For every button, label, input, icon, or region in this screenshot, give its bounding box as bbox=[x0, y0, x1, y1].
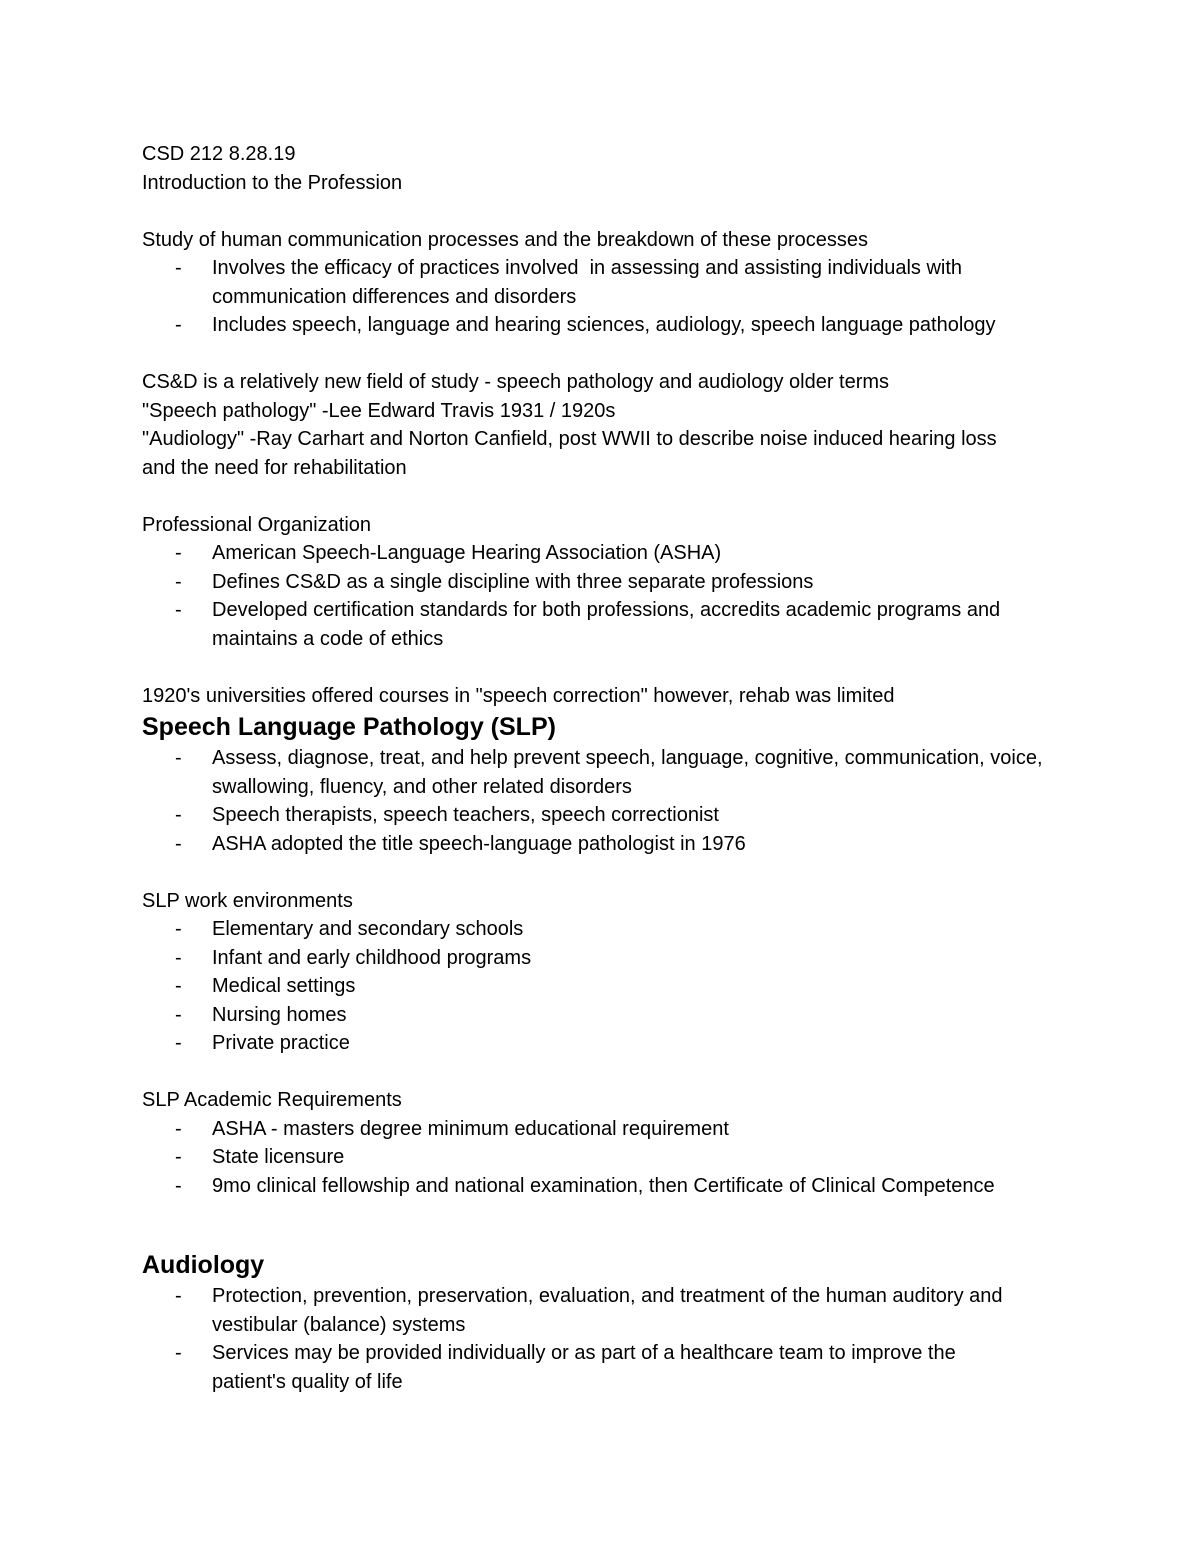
slp-work-title: SLP work environments bbox=[142, 889, 353, 912]
history-line-audiology: "Audiology" -Ray Carhart and Norton Canfield, post WWII to describe noise induced hearing loss and the need for rehabilitation bbox=[142, 428, 997, 479]
slp-item-assess: - Assess, diagnose, treat, and help prevent speech, language, cognitive, communication, voice, swallowing, fluency, and other related disorders bbox=[142, 744, 1052, 801]
slp-academic-title: SLP Academic Requirements bbox=[142, 1089, 402, 1111]
slp-work-item: - Nursing homes bbox=[142, 1001, 1072, 1030]
organization-item-certification: - Developed certification standards for both professions, accredits academic programs and maintains a code of ethics bbox=[142, 596, 1032, 653]
slp-list bbox=[142, 744, 1072, 858]
history-line-csd: CS&D is a relatively new field of study - speech pathology and audiology older terms bbox=[142, 371, 890, 393]
organization-item-discipline: - Defines CS&D as a single discipline with three separate professions bbox=[142, 568, 1072, 597]
study-item-efficacy-line: - Involves the efficacy of practices involved in assessing and assisting individuals with bbox=[212, 257, 963, 279]
slp-item-titles: - Speech therapists, speech teachers, speech correctionist bbox=[142, 801, 1072, 830]
audiology-heading: Audiology bbox=[142, 1251, 265, 1279]
slp-work-item: - Infant and early childhood programs bbox=[142, 944, 1072, 973]
slp-academic-list bbox=[142, 1115, 1072, 1201]
audiology-item-services: - Services may be provided individually or as part of a healthcare team to improve the patient's quality of life bbox=[142, 1339, 1032, 1396]
spacer bbox=[142, 653, 1072, 682]
slp-work-item: - Medical settings bbox=[142, 972, 1072, 1001]
study-item-includes: - Includes speech, language and hearing sciences, audiology, speech language pathology bbox=[142, 311, 1072, 340]
slp-item-asha-title: - ASHA adopted the title speech-language pathologist in 1976 bbox=[142, 830, 1072, 859]
slp-work-list bbox=[142, 915, 1072, 1058]
study-list bbox=[142, 254, 1072, 340]
course-title: CSD 212 8.28.19 bbox=[142, 143, 296, 165]
organization-item-asha: - American Speech-Language Hearing Association (ASHA) bbox=[142, 539, 1072, 568]
spacer bbox=[142, 482, 1072, 511]
audiology-list bbox=[142, 1282, 1072, 1396]
note-1920s: 1920's universities offered courses in "speech correction" however, rehab was limited bbox=[142, 684, 895, 707]
history-line-speech-pathology: "Speech pathology" -Lee Edward Travis 1931 / 1920s bbox=[142, 399, 616, 422]
study-item-efficacy bbox=[142, 254, 1072, 311]
slp-work-item: - Elementary and secondary schools bbox=[142, 915, 1072, 944]
slp-academic-item: - State licensure bbox=[142, 1143, 1072, 1172]
spacer bbox=[142, 1058, 1072, 1087]
organization-list bbox=[142, 539, 1072, 653]
document-page bbox=[142, 140, 1072, 1396]
audiology-item-protection: - Protection, prevention, preservation, evaluation, and treatment of the human auditory and vestibular (balance) systems bbox=[142, 1282, 1032, 1339]
slp-heading: Speech Language Pathology (SLP) bbox=[142, 713, 556, 741]
study-item-efficacy-line: communication differences and disorders bbox=[212, 285, 577, 308]
spacer bbox=[142, 197, 1072, 226]
slp-work-item: - Private practice bbox=[142, 1029, 1072, 1058]
slp-academic-item: - ASHA - masters degree minimum educational requirement bbox=[142, 1115, 1072, 1144]
organization-title: Professional Organization bbox=[142, 513, 372, 536]
slp-academic-item: - 9mo clinical fellowship and national examination, then Certificate of Clinical Competence bbox=[142, 1172, 1072, 1201]
spacer bbox=[142, 340, 1072, 369]
lecture-subtitle: Introduction to the Profession bbox=[142, 171, 403, 194]
spacer bbox=[142, 858, 1072, 887]
study-intro: Study of human communication processes and the breakdown of these processes bbox=[142, 228, 868, 251]
spacer bbox=[142, 1200, 1072, 1248]
